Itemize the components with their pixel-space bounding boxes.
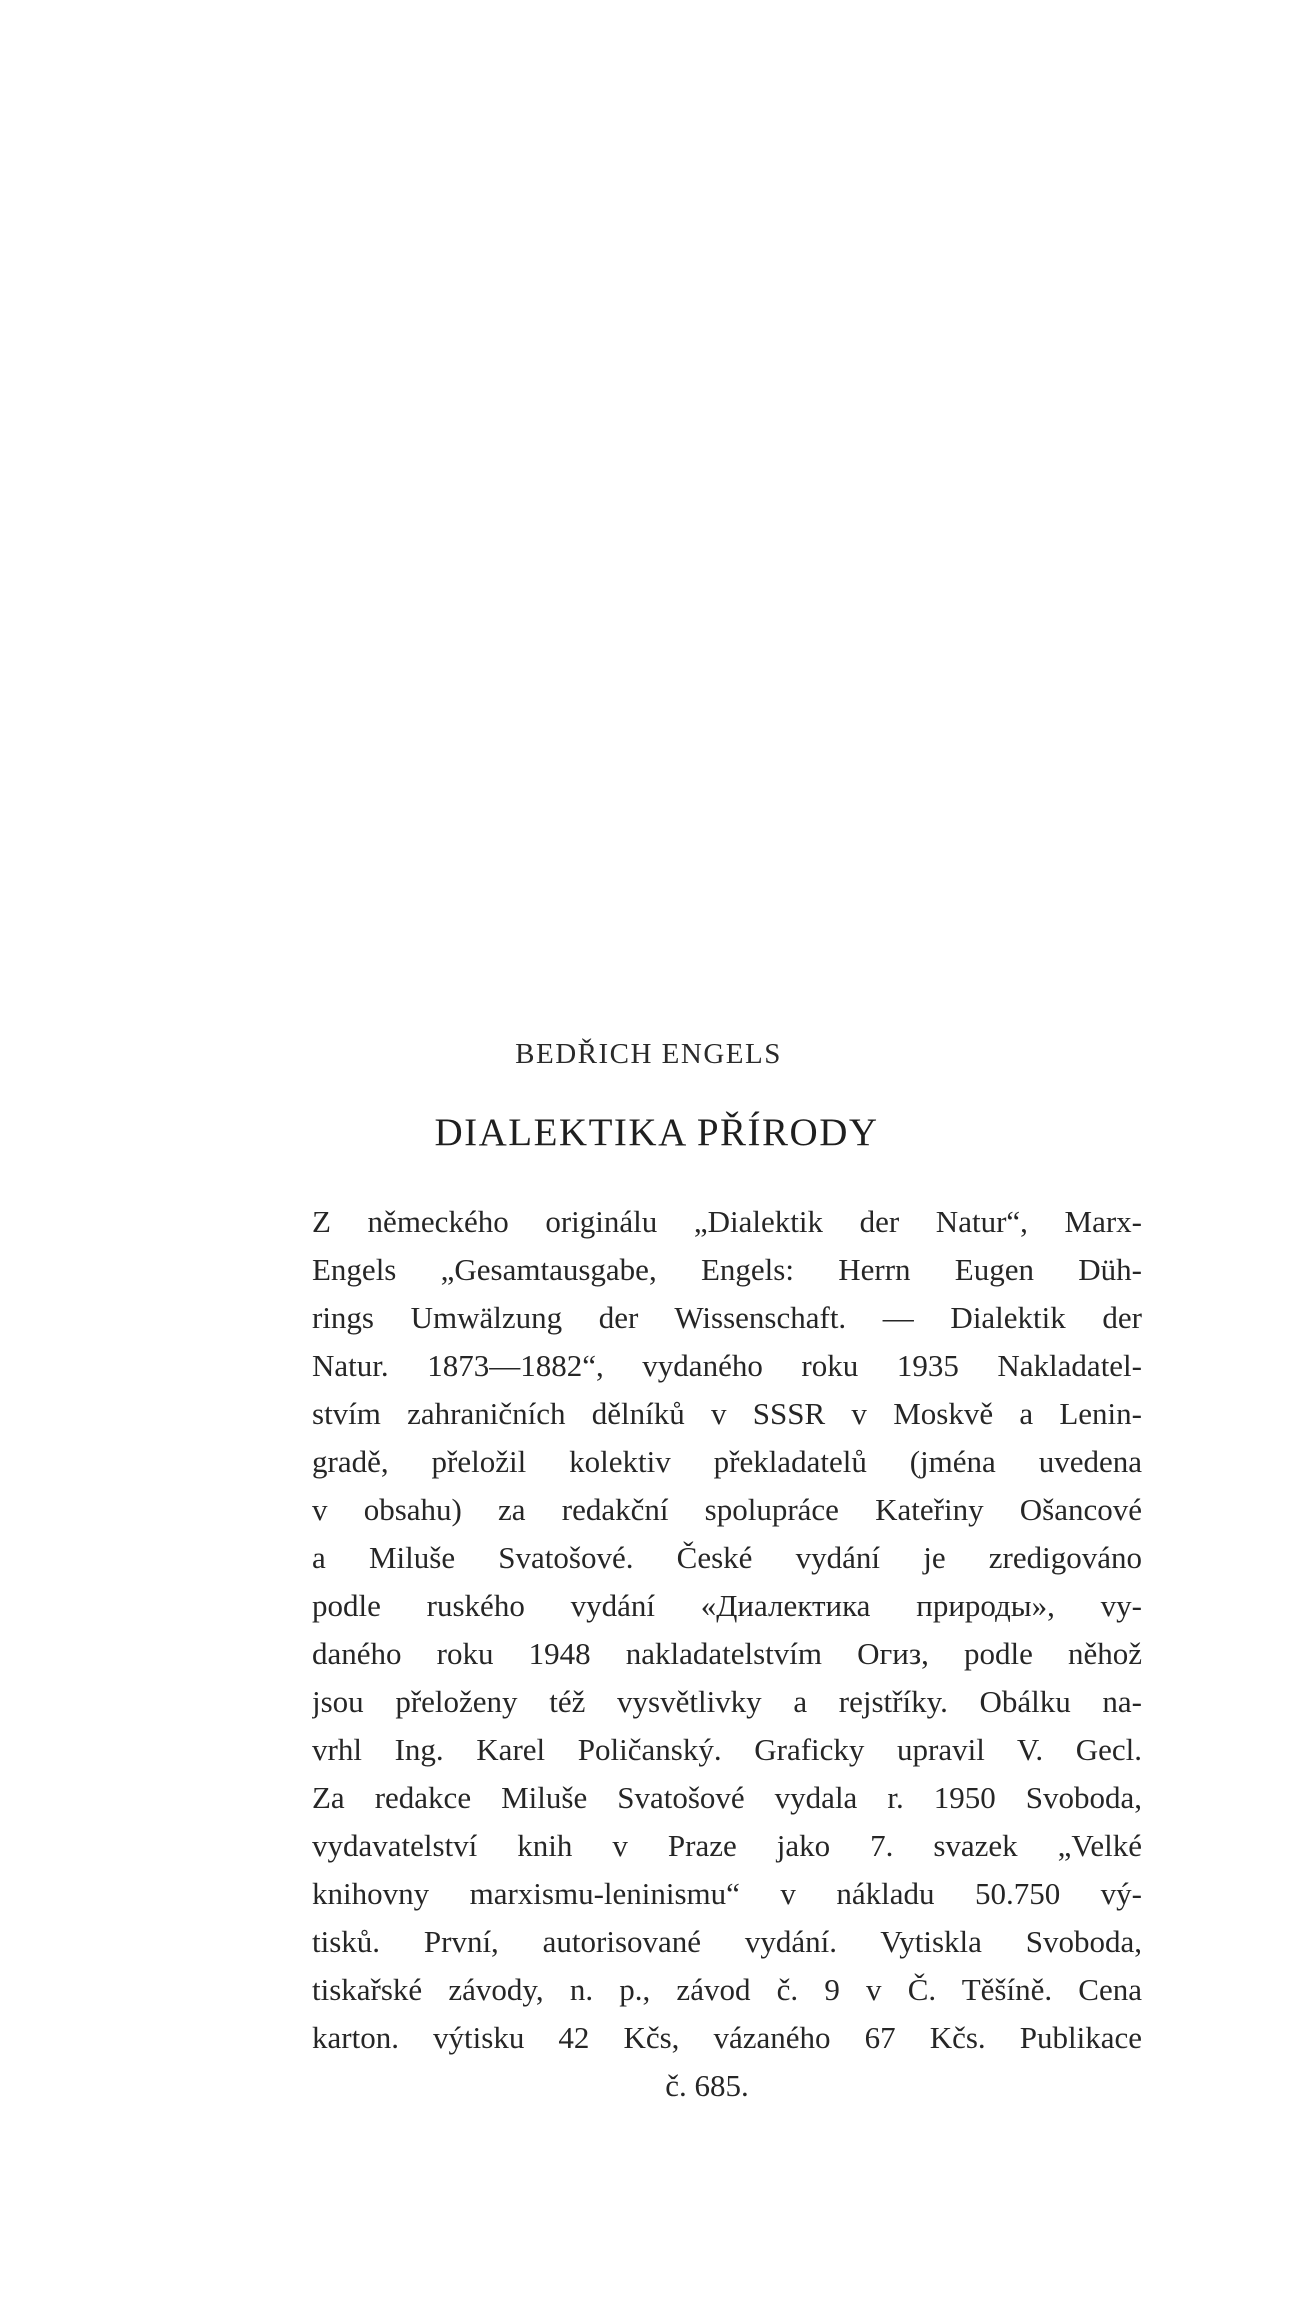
colophon-paragraph bbox=[312, 1198, 1142, 2110]
colophon-line: vydavatelství knih v Praze jako 7. svazek „Velké bbox=[312, 1828, 1142, 1863]
colophon-line: Z německého originálu „Dialektik der Natur“, Marx- bbox=[312, 1204, 1142, 1239]
colophon-line: rings Umwälzung der Wissenschaft. — Dialektik der bbox=[312, 1300, 1142, 1335]
colophon-line: jsou přeloženy též vysvětlivky a rejstříky. Obálku na- bbox=[312, 1684, 1142, 1719]
colophon-line: gradě, přeložil kolektiv překladatelů (jména uvedena bbox=[312, 1444, 1142, 1479]
colophon-line: a Miluše Svatošové. České vydání je zredigováno bbox=[312, 1540, 1142, 1575]
colophon-line: karton. výtisku 42 Kčs, vázaného 67 Kčs. Publikace bbox=[312, 2020, 1142, 2055]
colophon-line: knihovny marxismu-leninismu“ v nákladu 50.750 vý- bbox=[312, 1876, 1142, 1911]
colophon-line: Za redakce Miluše Svatošové vydala r. 1950 Svoboda, bbox=[312, 1780, 1142, 1815]
book-title: DIALEKTIKA PŘÍRODY bbox=[434, 1111, 879, 1154]
colophon-line: v obsahu) za redakční spolupráce Kateřiny Ošancové bbox=[312, 1492, 1142, 1527]
colophon-line: tisků. První, autorisované vydání. Vytiskla Svoboda, bbox=[312, 1924, 1142, 1959]
author-name: BEDŘICH ENGELS bbox=[515, 1038, 782, 1070]
colophon-line: vrhl Ing. Karel Poličanský. Graficky upravil V. Gecl. bbox=[312, 1732, 1142, 1767]
colophon-line: daného roku 1948 nakladatelstvím Огиз, podle něhož bbox=[312, 1636, 1142, 1671]
colophon-line: Natur. 1873—1882“, vydaného roku 1935 Nakladatel- bbox=[312, 1348, 1142, 1383]
colophon-line: Engels „Gesamtausgabe, Engels: Herrn Eugen Düh- bbox=[312, 1252, 1142, 1287]
colophon-line: podle ruského vydání «Диалектика природы», vy- bbox=[312, 1588, 1142, 1623]
colophon-line: stvím zahraničních dělníků v SSSR v Moskvě a Lenin- bbox=[312, 1396, 1142, 1431]
colophon-line-publication-number: č. 685. bbox=[665, 2068, 749, 2103]
colophon-line: tiskařské závody, n. p., závod č. 9 v Č. Těšíně. Cena bbox=[312, 1972, 1142, 2007]
